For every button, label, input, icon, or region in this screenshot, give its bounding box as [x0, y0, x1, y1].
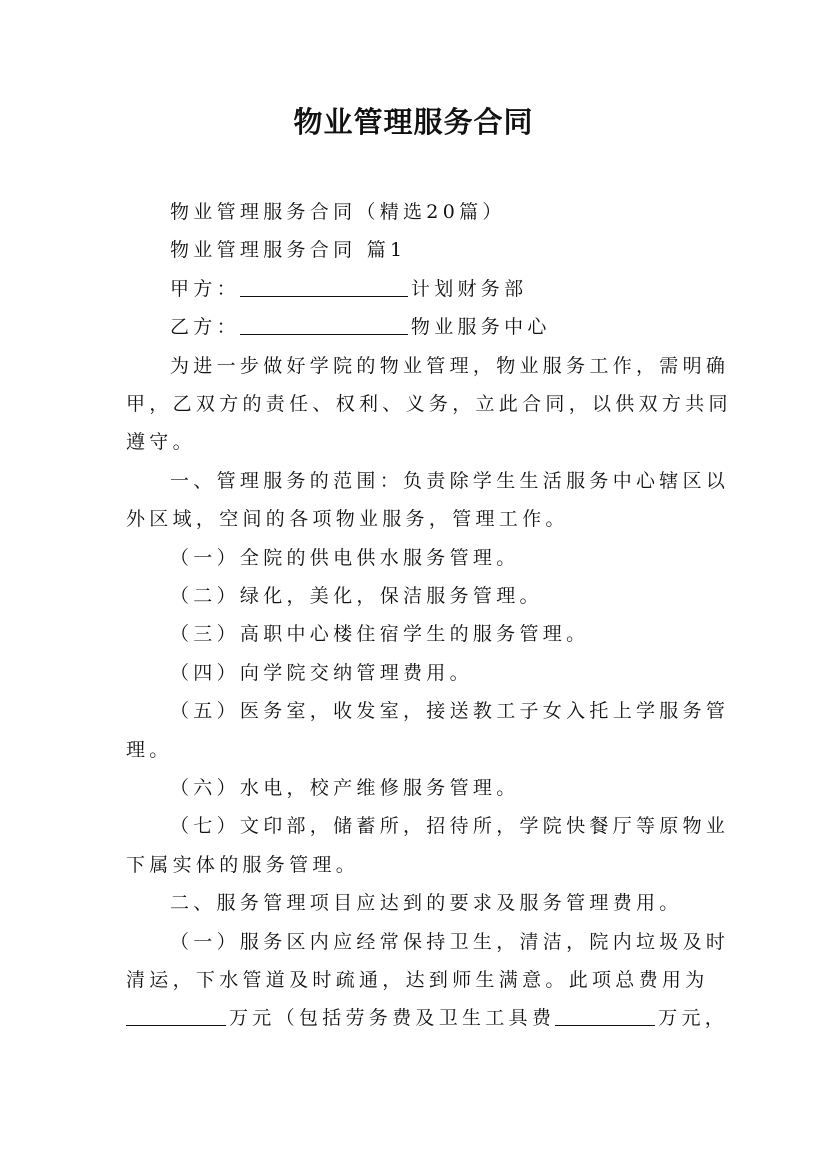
paragraph-line: （一）服务区内应经常保持卫生，清洁，院内垃圾及时	[170, 931, 730, 953]
section-heading-2: 二、服务管理项目应达到的要求及服务管理费用。	[170, 892, 683, 914]
paragraph-line: 清运，下水管道及时疏通，达到师生满意。此项总费用为	[126, 969, 709, 991]
party-b-blank	[240, 316, 408, 335]
paragraph-line: 一、管理服务的范围：负责除学生生活服务中心辖区以	[170, 470, 730, 492]
party-b-label: 乙方：	[170, 316, 240, 338]
list-item: （七）文印部，储蓄所，招待所，学院快餐厅等原物业	[170, 815, 730, 837]
party-b-name: 物业服务中心	[410, 316, 551, 338]
list-item: （六）水电，校产维修服务管理。	[170, 777, 520, 799]
paragraph-line: 为进一步做好学院的物业管理，物业服务工作，需明确	[170, 355, 730, 377]
fee-text: 万元（包括劳务费及卫生工具费	[229, 1007, 556, 1029]
paragraph-line: 遵守。	[126, 431, 196, 453]
party-a-line	[170, 276, 527, 302]
paragraph-line: 外区域，空间的各项物业服务，管理工作。	[126, 508, 569, 530]
list-item: （五）医务室，收发室，接送教工子女入托上学服务管	[170, 700, 730, 722]
party-a-blank	[240, 278, 408, 297]
list-item: （一）全院的供电供水服务管理。	[170, 547, 520, 569]
subtitle: 物业管理服务合同（精选20篇）	[170, 201, 506, 223]
party-a-name: 计划财务部	[410, 278, 528, 300]
list-item: （三）高职中心楼住宿学生的服务管理。	[170, 623, 590, 645]
list-item: （四）向学院交纳管理费用。	[170, 662, 473, 684]
party-b-line	[170, 314, 551, 340]
list-item: （二）绿化，美化，保洁服务管理。	[170, 585, 543, 607]
paragraph-line: 甲，乙双方的责任、权利、义务，立此合同，以供双方共同	[126, 393, 732, 415]
party-a-label: 甲方：	[170, 278, 240, 300]
section-heading: 物业管理服务合同 篇1	[170, 239, 407, 261]
total-fee-blank	[126, 1007, 226, 1026]
fee-line	[126, 1005, 728, 1031]
list-item-continuation: 下属实体的服务管理。	[126, 854, 360, 876]
labor-fee-blank	[555, 1007, 655, 1026]
fee-text-end: 万元，	[658, 1007, 729, 1029]
list-item-continuation: 理。	[126, 739, 173, 761]
document-title: 物业管理服务合同	[293, 105, 534, 139]
